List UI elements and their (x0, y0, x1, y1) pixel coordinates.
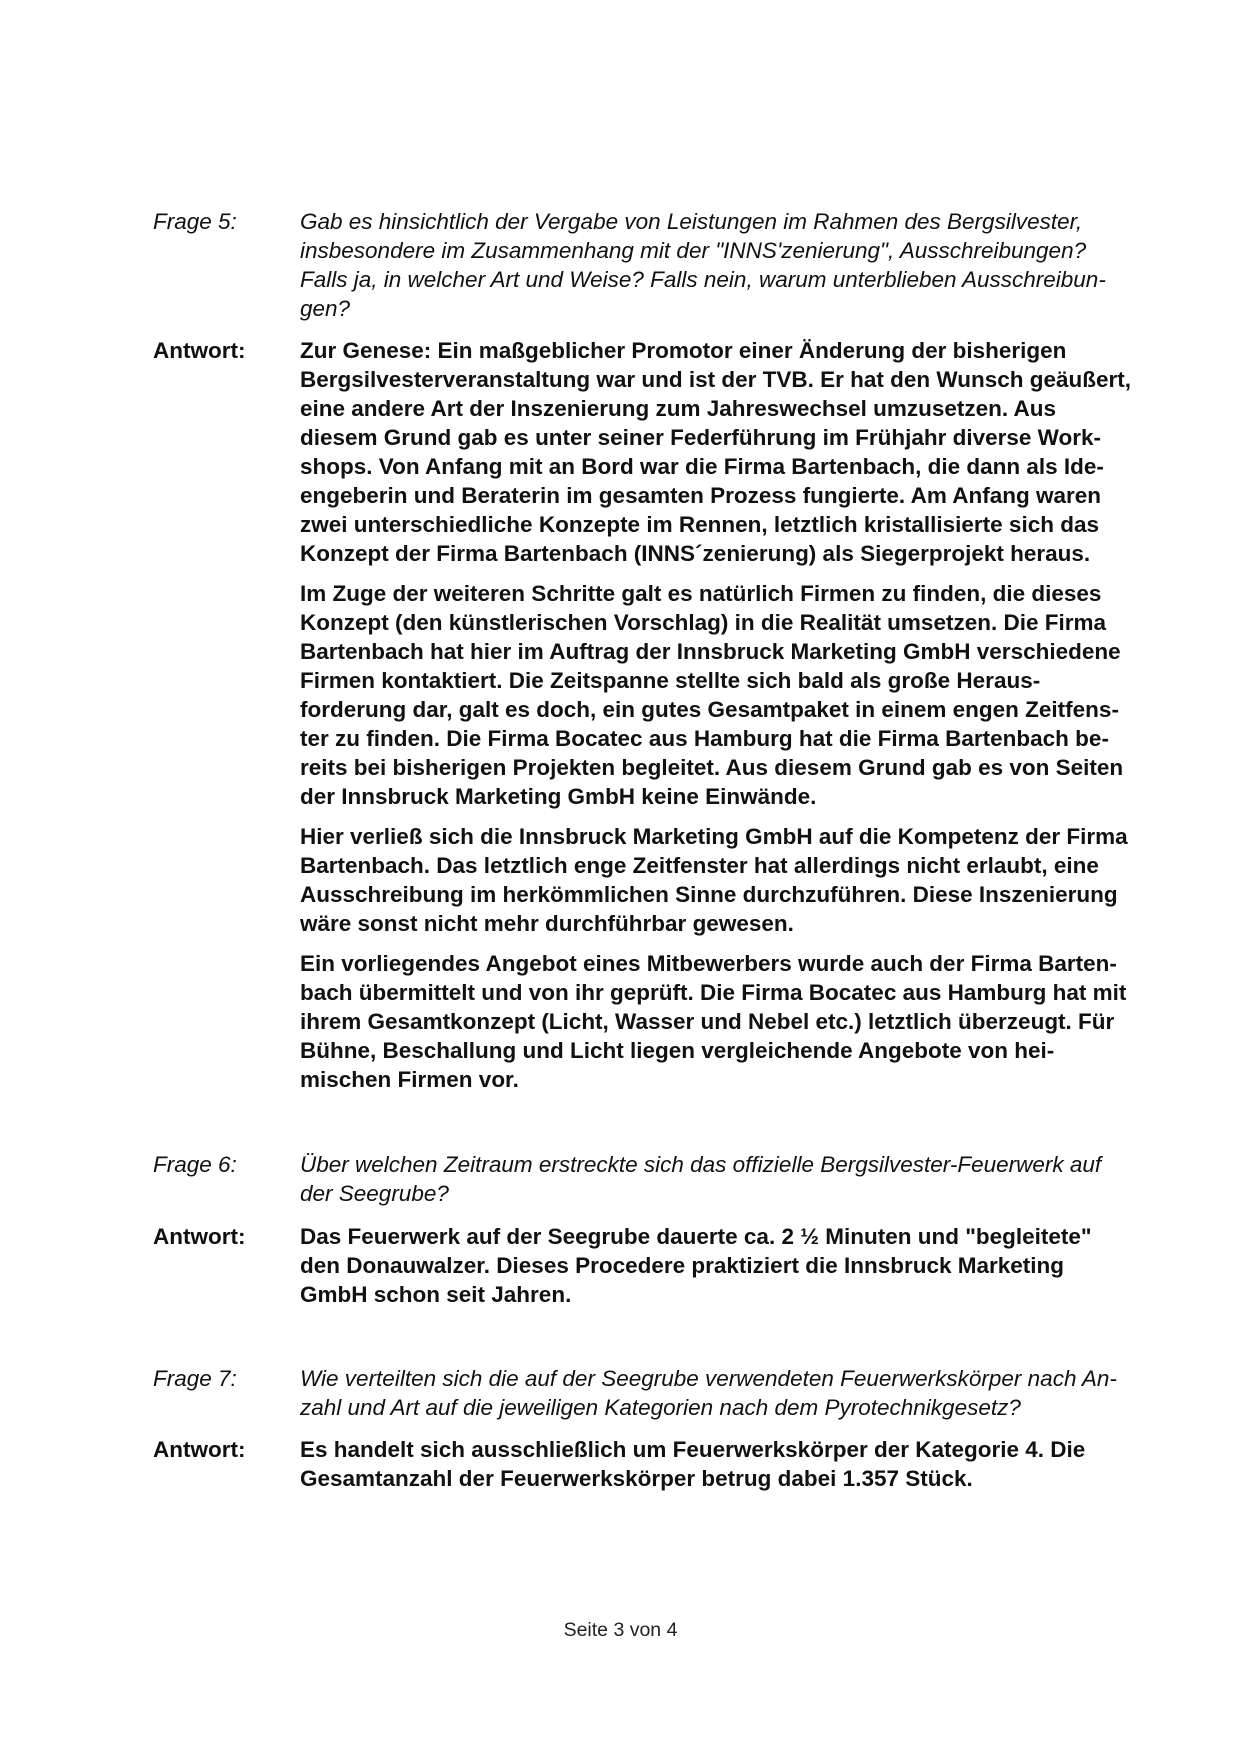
answer-6-paragraph-1: Das Feuerwerk auf der Seegrube dauerte ca. 2 ½ Minuten und "begleitete" den Donauwalzer. Dieses Procedere praktiziert die Innsbruck Marketing GmbH schon seit Jahren. (300, 1224, 1092, 1307)
answer-5-paragraph-4: Ein vorliegendes Angebot eines Mitbewerbers wurde auch der Firma Bartenbach übermittelt und von ihr geprüft. Die Firma Bocatec aus Hamburg hat mit ihrem Gesamtkonzept (Licht, Wasser und Nebel etc.) letztlich überzeugt. Für Bühne, Beschallung und Licht liegen vergleichende Angebote von heimischen Firmen vor. (300, 951, 1127, 1092)
answer-7 (153, 1435, 1133, 1493)
question-5 (153, 207, 1133, 323)
question-6-label: Frage 6: (153, 1152, 237, 1177)
answer-5-paragraph-3: Hier verließ sich die Innsbruck Marketing GmbH auf die Kompetenz der Firma Bartenbach. Das letztlich enge Zeitfenster hat allerdings nicht erlaubt, eine Ausschreibung im herkömmlichen Sinne durchzuführen. Diese Inszenierung wäre sonst nicht mehr durchführbar gewesen. (300, 824, 1128, 936)
answer-7-label: Antwort: (153, 1437, 246, 1462)
question-5-text: Gab es hinsichtlich der Vergabe von Leistungen im Rahmen des Bergsilvester, insbesondere im Zusammenhang mit der "INNS'zenierung", Ausschreibungen? Falls ja, in welcher Art und Weise? Falls nein, warum unterblieben Ausschreibungen? (300, 209, 1106, 321)
question-5-label: Frage 5: (153, 209, 237, 234)
question-6 (153, 1150, 1133, 1208)
answer-5-label: Antwort: (153, 338, 246, 363)
answer-6 (153, 1222, 1133, 1309)
question-7-text: Wie verteilten sich die auf der Seegrube verwendeten Feuerwerkskörper nach Anzahl und Art auf die jeweiligen Kategorien nach dem Pyrotechnikgesetz? (300, 1366, 1117, 1420)
question-7 (153, 1364, 1133, 1422)
question-6-text: Über welchen Zeitraum erstreckte sich das offizielle Bergsilvester-Feuerwerk auf der Seegrube? (300, 1152, 1102, 1206)
answer-5-paragraph-2: Im Zuge der weiteren Schritte galt es natürlich Firmen zu finden, die dieses Konzept (den künstlerischen Vorschlag) in die Realität umsetzen. Die Firma Bartenbach hat hier im Auftrag der Innsbruck Marketing GmbH verschiedene Firmen kontaktiert. Die Zeitspanne stellte sich bald als große Herausforderung dar, galt es doch, ein gutes Gesamtpaket in einem engen Zeitfenster zu finden. Die Firma Bocatec aus Hamburg hat die Firma Bartenbach bereits bei bisherigen Projekten begleitet. Aus diesem Grund gab es von Seiten der Innsbruck Marketing GmbH keine Einwände. (300, 581, 1124, 809)
answer-5-paragraph-1: Zur Genese: Ein maßgeblicher Promotor einer Änderung der bisherigen Bergsilvesterveranstaltung war und ist der TVB. Er hat den Wunsch geäußert, eine andere Art der Inszenierung zum Jahreswechsel umzusetzen. Aus diesem Grund gab es unter seiner Federführung im Frühjahr diverse Workshops. Von Anfang mit an Bord war die Firma Bartenbach, die dann als Ideengeberin und Beraterin im gesamten Prozess fungierte. Am Anfang waren zwei unterschiedliche Konzepte im Rennen, letztlich kristallisierte sich das Konzept der Firma Bartenbach (INNS´zenierung) als Siegerprojekt heraus. (300, 338, 1132, 566)
page-number: Seite 3 von 4 (563, 1619, 678, 1641)
answer-5 (153, 336, 1133, 1094)
question-7-label: Frage 7: (153, 1366, 237, 1391)
answer-7-paragraph-1: Es handelt sich ausschließlich um Feuerwerkskörper der Kategorie 4. Die Gesamtanzahl der Feuerwerkskörper betrug dabei 1.357 Stück. (300, 1437, 1086, 1491)
answer-6-label: Antwort: (153, 1224, 246, 1249)
